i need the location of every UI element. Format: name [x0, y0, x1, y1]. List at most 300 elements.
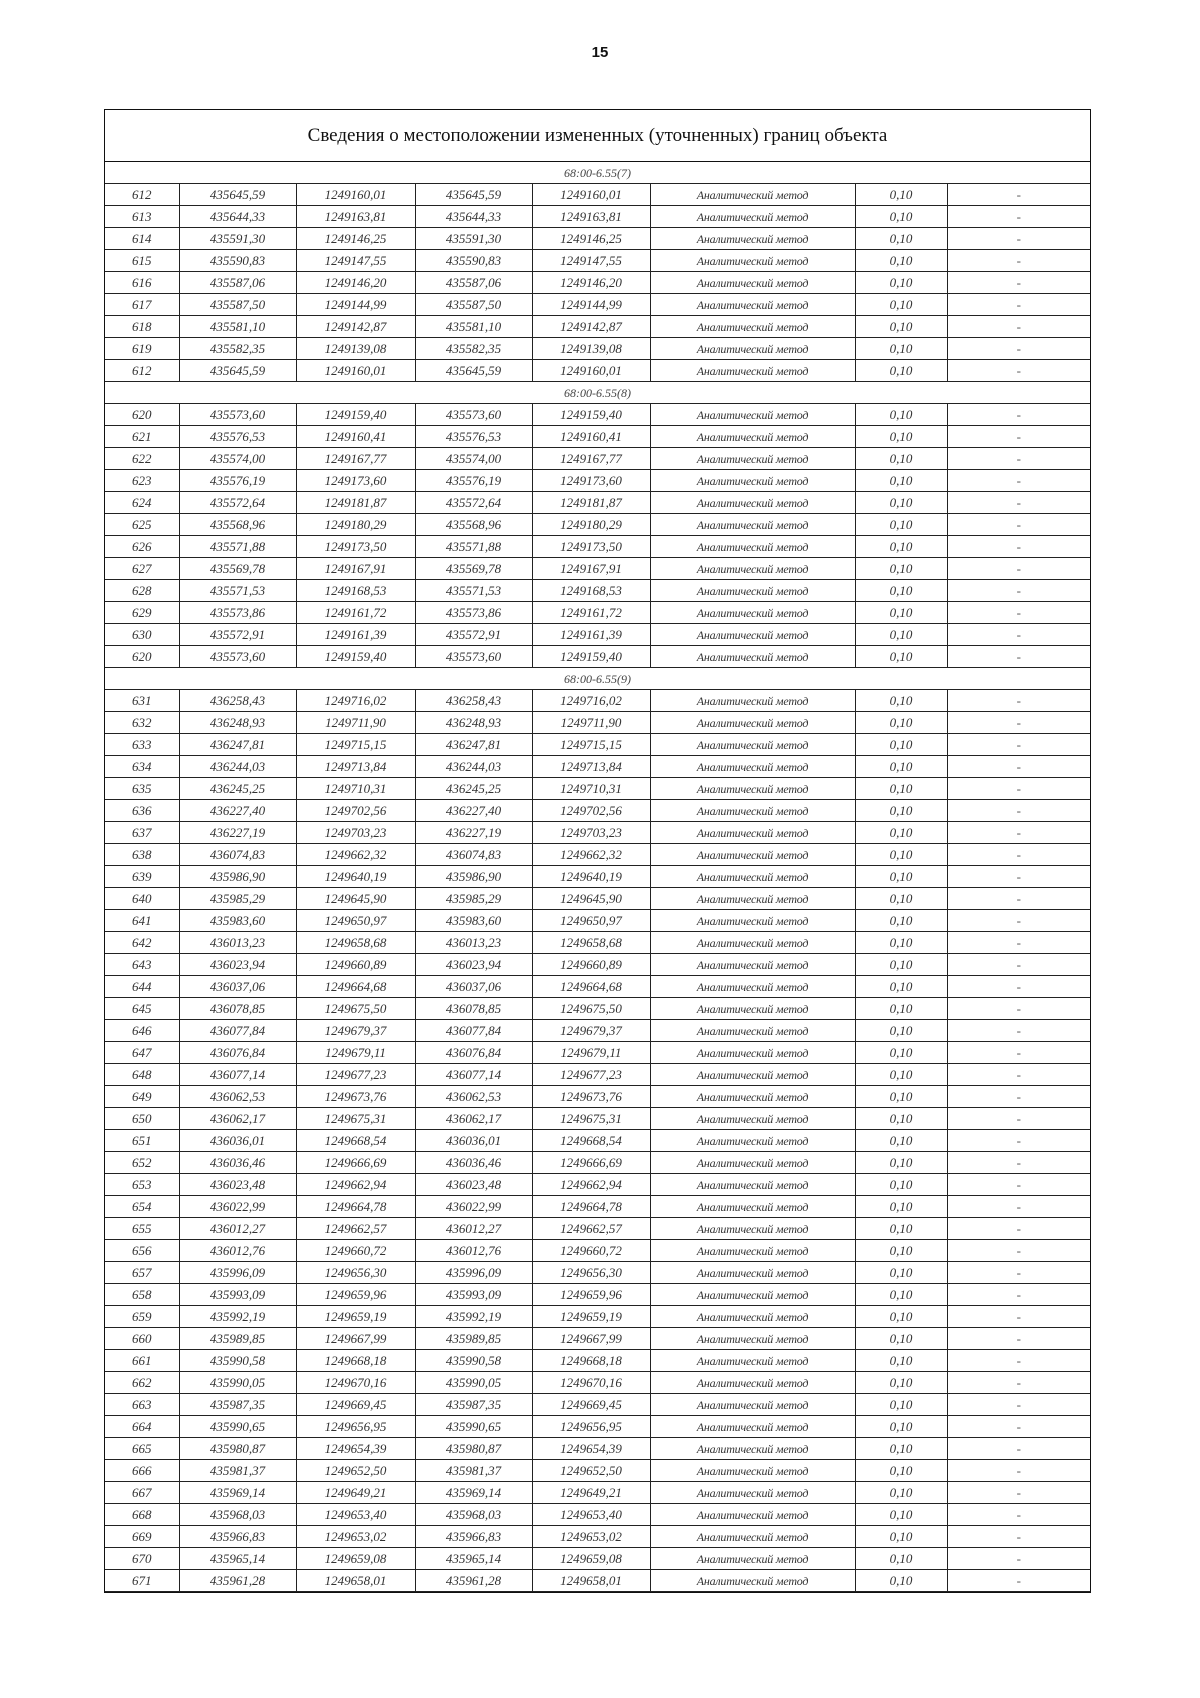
y-new-cell: 1249662,94 — [532, 1174, 650, 1196]
x-existing-cell: 435576,53 — [179, 426, 296, 448]
x-new-cell: 435961,28 — [415, 1570, 532, 1592]
point-number-cell: 651 — [105, 1130, 179, 1152]
description-cell: - — [947, 1064, 1090, 1086]
accuracy-cell: 0,10 — [855, 228, 947, 250]
x-new-cell: 435574,00 — [415, 448, 532, 470]
x-existing-cell: 435573,60 — [179, 404, 296, 426]
y-existing-cell: 1249703,23 — [296, 822, 415, 844]
y-new-cell: 1249645,90 — [532, 888, 650, 910]
accuracy-cell: 0,10 — [855, 932, 947, 954]
y-new-cell: 1249659,19 — [532, 1306, 650, 1328]
description-cell: - — [947, 272, 1090, 294]
table-row — [105, 536, 1090, 558]
table-row — [105, 1416, 1090, 1438]
accuracy-cell: 0,10 — [855, 734, 947, 756]
method-cell: Аналитический метод — [650, 1306, 855, 1328]
table-row — [105, 272, 1090, 294]
x-new-cell: 436244,03 — [415, 756, 532, 778]
description-cell: - — [947, 206, 1090, 228]
point-number-cell: 646 — [105, 1020, 179, 1042]
y-existing-cell: 1249702,56 — [296, 800, 415, 822]
table-row — [105, 228, 1090, 250]
y-new-cell: 1249660,72 — [532, 1240, 650, 1262]
accuracy-cell: 0,10 — [855, 866, 947, 888]
x-existing-cell: 435573,86 — [179, 602, 296, 624]
x-new-cell: 435969,14 — [415, 1482, 532, 1504]
y-existing-cell: 1249659,96 — [296, 1284, 415, 1306]
x-new-cell: 435990,65 — [415, 1416, 532, 1438]
point-number-cell: 638 — [105, 844, 179, 866]
y-existing-cell: 1249146,25 — [296, 228, 415, 250]
table-row — [105, 888, 1090, 910]
y-new-cell: 1249710,31 — [532, 778, 650, 800]
accuracy-cell: 0,10 — [855, 712, 947, 734]
description-cell: - — [947, 954, 1090, 976]
description-cell: - — [947, 1328, 1090, 1350]
x-existing-cell: 435572,64 — [179, 492, 296, 514]
description-cell: - — [947, 316, 1090, 338]
y-new-cell: 1249673,76 — [532, 1086, 650, 1108]
y-new-cell: 1249659,96 — [532, 1284, 650, 1306]
x-existing-cell: 435581,10 — [179, 316, 296, 338]
description-cell: - — [947, 1108, 1090, 1130]
point-number-cell: 622 — [105, 448, 179, 470]
y-existing-cell: 1249650,97 — [296, 910, 415, 932]
y-existing-cell: 1249715,15 — [296, 734, 415, 756]
y-new-cell: 1249660,89 — [532, 954, 650, 976]
x-new-cell: 436077,84 — [415, 1020, 532, 1042]
y-existing-cell: 1249167,77 — [296, 448, 415, 470]
method-cell: Аналитический метод — [650, 998, 855, 1020]
method-cell: Аналитический метод — [650, 844, 855, 866]
description-cell: - — [947, 514, 1090, 536]
x-existing-cell: 436076,84 — [179, 1042, 296, 1064]
y-existing-cell: 1249716,02 — [296, 690, 415, 712]
y-new-cell: 1249160,41 — [532, 426, 650, 448]
accuracy-cell: 0,10 — [855, 1218, 947, 1240]
y-existing-cell: 1249713,84 — [296, 756, 415, 778]
point-number-cell: 652 — [105, 1152, 179, 1174]
x-existing-cell: 435573,60 — [179, 646, 296, 668]
x-existing-cell: 435990,05 — [179, 1372, 296, 1394]
y-new-cell: 1249168,53 — [532, 580, 650, 602]
accuracy-cell: 0,10 — [855, 1130, 947, 1152]
table-row — [105, 1372, 1090, 1394]
table-row — [105, 1196, 1090, 1218]
x-new-cell: 436062,53 — [415, 1086, 532, 1108]
point-number-cell: 664 — [105, 1416, 179, 1438]
y-existing-cell: 1249675,31 — [296, 1108, 415, 1130]
x-new-cell: 435571,53 — [415, 580, 532, 602]
x-new-cell: 436012,76 — [415, 1240, 532, 1262]
y-new-cell: 1249662,32 — [532, 844, 650, 866]
method-cell: Аналитический метод — [650, 1460, 855, 1482]
description-cell: - — [947, 602, 1090, 624]
x-existing-cell: 435993,09 — [179, 1284, 296, 1306]
accuracy-cell: 0,10 — [855, 514, 947, 536]
y-existing-cell: 1249669,45 — [296, 1394, 415, 1416]
description-cell: - — [947, 690, 1090, 712]
x-new-cell: 435966,83 — [415, 1526, 532, 1548]
description-cell: - — [947, 1526, 1090, 1548]
y-new-cell: 1249668,54 — [532, 1130, 650, 1152]
point-number-cell: 615 — [105, 250, 179, 272]
y-existing-cell: 1249711,90 — [296, 712, 415, 734]
accuracy-cell: 0,10 — [855, 536, 947, 558]
point-number-cell: 617 — [105, 294, 179, 316]
description-cell: - — [947, 1196, 1090, 1218]
point-number-cell: 623 — [105, 470, 179, 492]
table-row — [105, 580, 1090, 602]
x-existing-cell: 435574,00 — [179, 448, 296, 470]
y-new-cell: 1249160,01 — [532, 360, 650, 382]
method-cell: Аналитический метод — [650, 866, 855, 888]
point-number-cell: 655 — [105, 1218, 179, 1240]
y-new-cell: 1249173,50 — [532, 536, 650, 558]
table-row — [105, 624, 1090, 646]
method-cell: Аналитический метод — [650, 822, 855, 844]
y-existing-cell: 1249658,01 — [296, 1570, 415, 1592]
accuracy-cell: 0,10 — [855, 1020, 947, 1042]
y-existing-cell: 1249673,76 — [296, 1086, 415, 1108]
y-existing-cell: 1249645,90 — [296, 888, 415, 910]
table-row — [105, 316, 1090, 338]
y-existing-cell: 1249664,68 — [296, 976, 415, 998]
accuracy-cell: 0,10 — [855, 976, 947, 998]
table-row — [105, 690, 1090, 712]
y-new-cell: 1249653,02 — [532, 1526, 650, 1548]
accuracy-cell: 0,10 — [855, 888, 947, 910]
point-number-cell: 632 — [105, 712, 179, 734]
method-cell: Аналитический метод — [650, 1350, 855, 1372]
table-row — [105, 448, 1090, 470]
y-new-cell: 1249658,01 — [532, 1570, 650, 1592]
description-cell: - — [947, 1306, 1090, 1328]
x-new-cell: 435590,83 — [415, 250, 532, 272]
point-number-cell: 658 — [105, 1284, 179, 1306]
method-cell: Аналитический метод — [650, 1240, 855, 1262]
x-existing-cell: 435965,14 — [179, 1548, 296, 1570]
y-existing-cell: 1249668,18 — [296, 1350, 415, 1372]
accuracy-cell: 0,10 — [855, 338, 947, 360]
point-number-cell: 621 — [105, 426, 179, 448]
x-existing-cell: 436227,40 — [179, 800, 296, 822]
accuracy-cell: 0,10 — [855, 184, 947, 206]
y-new-cell: 1249167,77 — [532, 448, 650, 470]
y-existing-cell: 1249167,91 — [296, 558, 415, 580]
method-cell: Аналитический метод — [650, 800, 855, 822]
description-cell: - — [947, 1548, 1090, 1570]
method-cell: Аналитический метод — [650, 184, 855, 206]
method-cell: Аналитический метод — [650, 404, 855, 426]
y-new-cell: 1249640,19 — [532, 866, 650, 888]
description-cell: - — [947, 1460, 1090, 1482]
description-cell: - — [947, 822, 1090, 844]
point-number-cell: 663 — [105, 1394, 179, 1416]
table-row — [105, 712, 1090, 734]
description-cell: - — [947, 448, 1090, 470]
y-existing-cell: 1249664,78 — [296, 1196, 415, 1218]
accuracy-cell: 0,10 — [855, 624, 947, 646]
point-number-cell: 619 — [105, 338, 179, 360]
description-cell: - — [947, 1394, 1090, 1416]
method-cell: Аналитический метод — [650, 580, 855, 602]
accuracy-cell: 0,10 — [855, 470, 947, 492]
table-row — [105, 1438, 1090, 1460]
accuracy-cell: 0,10 — [855, 426, 947, 448]
x-existing-cell: 435568,96 — [179, 514, 296, 536]
y-new-cell: 1249142,87 — [532, 316, 650, 338]
x-new-cell: 436074,83 — [415, 844, 532, 866]
y-new-cell: 1249163,81 — [532, 206, 650, 228]
x-existing-cell: 435644,33 — [179, 206, 296, 228]
accuracy-cell: 0,10 — [855, 250, 947, 272]
x-new-cell: 435993,09 — [415, 1284, 532, 1306]
method-cell: Аналитический метод — [650, 976, 855, 998]
accuracy-cell: 0,10 — [855, 1570, 947, 1592]
point-number-cell: 643 — [105, 954, 179, 976]
accuracy-cell: 0,10 — [855, 800, 947, 822]
y-new-cell: 1249711,90 — [532, 712, 650, 734]
section-label: 68:00-6.55(8) — [105, 382, 1090, 404]
description-cell: - — [947, 888, 1090, 910]
method-cell: Аналитический метод — [650, 646, 855, 668]
description-cell: - — [947, 1570, 1090, 1592]
x-new-cell: 436227,40 — [415, 800, 532, 822]
y-existing-cell: 1249667,99 — [296, 1328, 415, 1350]
description-cell: - — [947, 1284, 1090, 1306]
method-cell: Аналитический метод — [650, 250, 855, 272]
y-existing-cell: 1249666,69 — [296, 1152, 415, 1174]
accuracy-cell: 0,10 — [855, 294, 947, 316]
x-existing-cell: 435576,19 — [179, 470, 296, 492]
x-new-cell: 435569,78 — [415, 558, 532, 580]
method-cell: Аналитический метод — [650, 1262, 855, 1284]
accuracy-cell: 0,10 — [855, 690, 947, 712]
x-existing-cell: 436077,14 — [179, 1064, 296, 1086]
point-number-cell: 634 — [105, 756, 179, 778]
point-number-cell: 620 — [105, 404, 179, 426]
y-existing-cell: 1249147,55 — [296, 250, 415, 272]
table-row — [105, 206, 1090, 228]
table-row — [105, 338, 1090, 360]
x-existing-cell: 436036,01 — [179, 1130, 296, 1152]
point-number-cell: 661 — [105, 1350, 179, 1372]
section-label: 68:00-6.55(7) — [105, 162, 1090, 184]
description-cell: - — [947, 470, 1090, 492]
y-new-cell: 1249146,25 — [532, 228, 650, 250]
method-cell: Аналитический метод — [650, 910, 855, 932]
x-existing-cell: 435992,19 — [179, 1306, 296, 1328]
y-new-cell: 1249160,01 — [532, 184, 650, 206]
y-new-cell: 1249669,45 — [532, 1394, 650, 1416]
accuracy-cell: 0,10 — [855, 316, 947, 338]
x-existing-cell: 435990,65 — [179, 1416, 296, 1438]
y-new-cell: 1249659,08 — [532, 1548, 650, 1570]
y-existing-cell: 1249139,08 — [296, 338, 415, 360]
x-existing-cell: 435985,29 — [179, 888, 296, 910]
point-number-cell: 666 — [105, 1460, 179, 1482]
y-new-cell: 1249139,08 — [532, 338, 650, 360]
accuracy-cell: 0,10 — [855, 360, 947, 382]
y-existing-cell: 1249181,87 — [296, 492, 415, 514]
point-number-cell: 671 — [105, 1570, 179, 1592]
x-new-cell: 435996,09 — [415, 1262, 532, 1284]
y-existing-cell: 1249144,99 — [296, 294, 415, 316]
y-new-cell: 1249180,29 — [532, 514, 650, 536]
point-number-cell: 614 — [105, 228, 179, 250]
table-row — [105, 1328, 1090, 1350]
point-number-cell: 647 — [105, 1042, 179, 1064]
method-cell: Аналитический метод — [650, 1284, 855, 1306]
method-cell: Аналитический метод — [650, 1526, 855, 1548]
x-existing-cell: 436245,25 — [179, 778, 296, 800]
description-cell: - — [947, 580, 1090, 602]
table-row — [105, 1174, 1090, 1196]
accuracy-cell: 0,10 — [855, 558, 947, 580]
x-existing-cell: 436227,19 — [179, 822, 296, 844]
method-cell: Аналитический метод — [650, 1108, 855, 1130]
point-number-cell: 645 — [105, 998, 179, 1020]
method-cell: Аналитический метод — [650, 1504, 855, 1526]
y-existing-cell: 1249168,53 — [296, 580, 415, 602]
table-row — [105, 1306, 1090, 1328]
point-number-cell: 668 — [105, 1504, 179, 1526]
y-new-cell: 1249677,23 — [532, 1064, 650, 1086]
x-existing-cell: 435990,58 — [179, 1350, 296, 1372]
table-row — [105, 1460, 1090, 1482]
table-row — [105, 1284, 1090, 1306]
x-existing-cell: 436013,23 — [179, 932, 296, 954]
x-existing-cell: 436012,27 — [179, 1218, 296, 1240]
method-cell: Аналитический метод — [650, 712, 855, 734]
x-existing-cell: 435969,14 — [179, 1482, 296, 1504]
x-existing-cell: 435968,03 — [179, 1504, 296, 1526]
y-existing-cell: 1249662,94 — [296, 1174, 415, 1196]
x-new-cell: 436023,48 — [415, 1174, 532, 1196]
point-number-cell: 644 — [105, 976, 179, 998]
point-number-cell: 618 — [105, 316, 179, 338]
point-number-cell: 659 — [105, 1306, 179, 1328]
x-new-cell: 435985,29 — [415, 888, 532, 910]
point-number-cell: 650 — [105, 1108, 179, 1130]
y-new-cell: 1249703,23 — [532, 822, 650, 844]
description-cell: - — [947, 734, 1090, 756]
y-existing-cell: 1249640,19 — [296, 866, 415, 888]
accuracy-cell: 0,10 — [855, 1306, 947, 1328]
method-cell: Аналитический метод — [650, 294, 855, 316]
x-existing-cell: 436244,03 — [179, 756, 296, 778]
y-existing-cell: 1249710,31 — [296, 778, 415, 800]
description-cell: - — [947, 1438, 1090, 1460]
method-cell: Аналитический метод — [650, 1218, 855, 1240]
y-new-cell: 1249147,55 — [532, 250, 650, 272]
point-number-cell: 624 — [105, 492, 179, 514]
accuracy-cell: 0,10 — [855, 1438, 947, 1460]
y-new-cell: 1249679,37 — [532, 1020, 650, 1042]
table-row — [105, 250, 1090, 272]
accuracy-cell: 0,10 — [855, 1548, 947, 1570]
x-existing-cell: 435582,35 — [179, 338, 296, 360]
x-new-cell: 435644,33 — [415, 206, 532, 228]
method-cell: Аналитический метод — [650, 734, 855, 756]
y-existing-cell: 1249160,01 — [296, 360, 415, 382]
y-new-cell: 1249181,87 — [532, 492, 650, 514]
description-cell: - — [947, 1218, 1090, 1240]
y-new-cell: 1249654,39 — [532, 1438, 650, 1460]
y-existing-cell: 1249660,72 — [296, 1240, 415, 1262]
description-cell: - — [947, 1482, 1090, 1504]
accuracy-cell: 0,10 — [855, 492, 947, 514]
method-cell: Аналитический метод — [650, 338, 855, 360]
method-cell: Аналитический метод — [650, 954, 855, 976]
description-cell: - — [947, 294, 1090, 316]
x-existing-cell: 435571,53 — [179, 580, 296, 602]
accuracy-cell: 0,10 — [855, 1504, 947, 1526]
accuracy-cell: 0,10 — [855, 844, 947, 866]
accuracy-cell: 0,10 — [855, 954, 947, 976]
y-existing-cell: 1249656,95 — [296, 1416, 415, 1438]
y-existing-cell: 1249675,50 — [296, 998, 415, 1020]
x-new-cell: 436077,14 — [415, 1064, 532, 1086]
accuracy-cell: 0,10 — [855, 1196, 947, 1218]
method-cell: Аналитический метод — [650, 602, 855, 624]
description-cell: - — [947, 536, 1090, 558]
y-new-cell: 1249650,97 — [532, 910, 650, 932]
table-row — [105, 470, 1090, 492]
method-cell: Аналитический метод — [650, 1130, 855, 1152]
method-cell: Аналитический метод — [650, 536, 855, 558]
method-cell: Аналитический метод — [650, 470, 855, 492]
table-row — [105, 844, 1090, 866]
description-cell: - — [947, 404, 1090, 426]
x-new-cell: 435986,90 — [415, 866, 532, 888]
table-row — [105, 360, 1090, 382]
x-new-cell: 436078,85 — [415, 998, 532, 1020]
x-existing-cell: 436022,99 — [179, 1196, 296, 1218]
table-row — [105, 1350, 1090, 1372]
y-new-cell: 1249667,99 — [532, 1328, 650, 1350]
point-number-cell: 640 — [105, 888, 179, 910]
table-row — [105, 756, 1090, 778]
table-row — [105, 558, 1090, 580]
x-new-cell: 436037,06 — [415, 976, 532, 998]
description-cell: - — [947, 998, 1090, 1020]
y-existing-cell: 1249180,29 — [296, 514, 415, 536]
description-cell: - — [947, 866, 1090, 888]
description-cell: - — [947, 338, 1090, 360]
x-existing-cell: 436037,06 — [179, 976, 296, 998]
y-new-cell: 1249666,69 — [532, 1152, 650, 1174]
description-cell: - — [947, 1416, 1090, 1438]
x-new-cell: 435965,14 — [415, 1548, 532, 1570]
method-cell: Аналитический метод — [650, 1086, 855, 1108]
coordinates-table — [105, 162, 1090, 1592]
y-new-cell: 1249167,91 — [532, 558, 650, 580]
description-cell: - — [947, 910, 1090, 932]
description-cell: - — [947, 1130, 1090, 1152]
x-new-cell: 436022,99 — [415, 1196, 532, 1218]
x-new-cell: 436247,81 — [415, 734, 532, 756]
accuracy-cell: 0,10 — [855, 1284, 947, 1306]
y-existing-cell: 1249159,40 — [296, 404, 415, 426]
table-title: Сведения о местоположении измененных (уточненных) границ объекта — [105, 110, 1090, 162]
description-cell: - — [947, 1152, 1090, 1174]
accuracy-cell: 0,10 — [855, 1526, 947, 1548]
y-new-cell: 1249664,78 — [532, 1196, 650, 1218]
description-cell: - — [947, 800, 1090, 822]
method-cell: Аналитический метод — [650, 558, 855, 580]
